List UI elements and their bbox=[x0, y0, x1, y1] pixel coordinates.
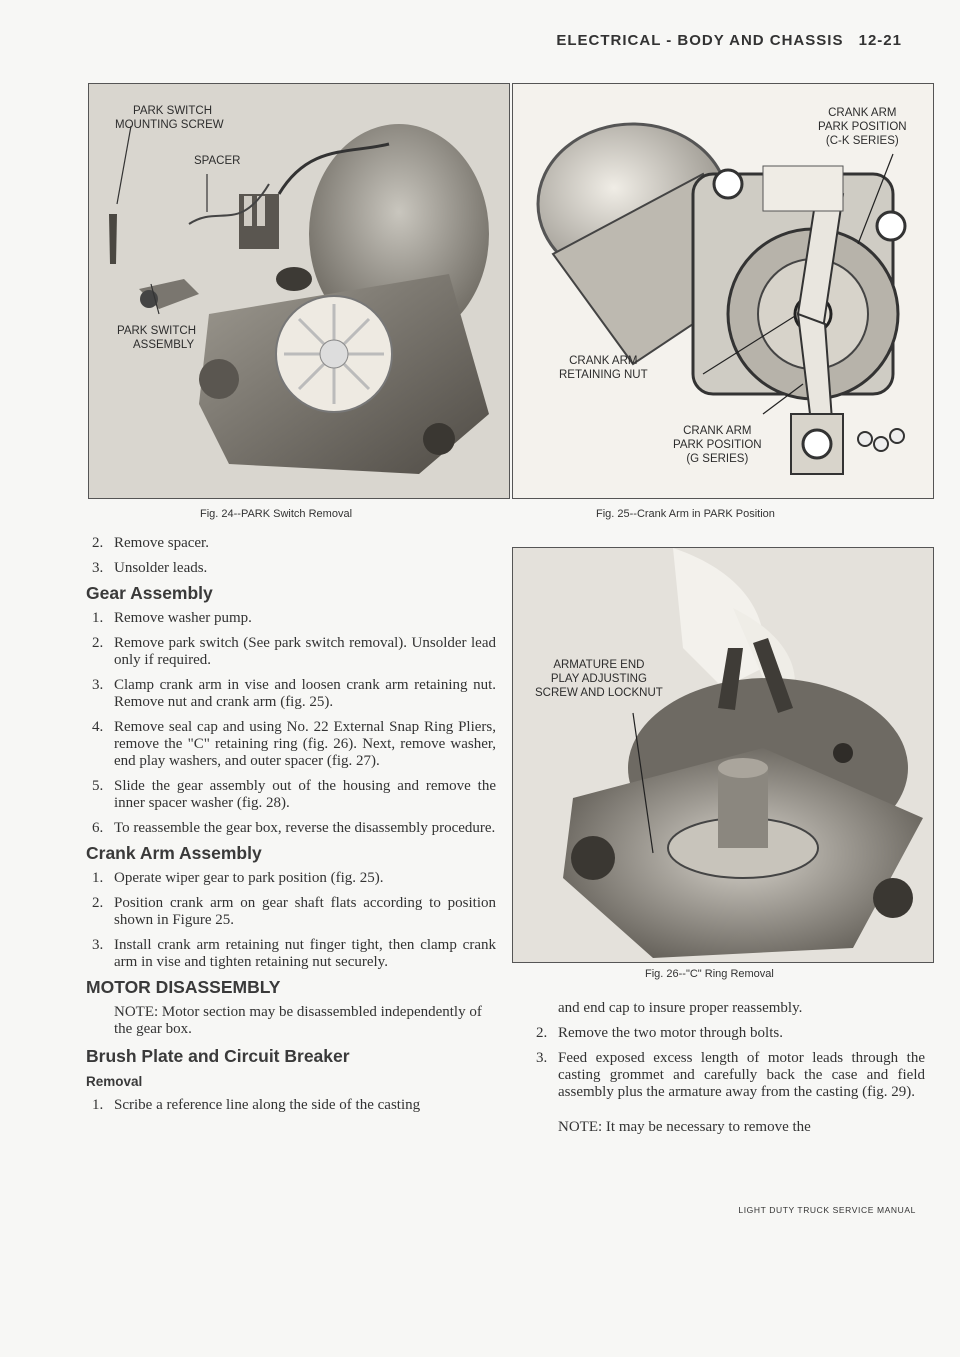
step-number: 1. bbox=[92, 1097, 104, 1113]
heading-crank-arm-assembly: Crank Arm Assembly bbox=[86, 843, 262, 863]
step-number: 3. bbox=[92, 677, 104, 693]
step-text: Feed exposed excess length of motor leads through the casting grommet and carefully back the case and field assembly plus the armature away from the casting (fig. 29). bbox=[558, 1050, 925, 1100]
wiper-motor-photo bbox=[89, 84, 509, 498]
step-number: 3. bbox=[92, 560, 104, 576]
step-text: Unsolder leads. bbox=[114, 560, 208, 576]
step-unsolder-leads bbox=[86, 560, 496, 577]
label-line: CRANK ARM bbox=[683, 425, 752, 437]
step-number: 2. bbox=[92, 535, 104, 551]
label-mounting-screw bbox=[115, 104, 224, 132]
motor-step bbox=[530, 1050, 925, 1101]
crank-step bbox=[86, 895, 496, 929]
label-line: ASSEMBLY bbox=[133, 339, 195, 351]
gear-step bbox=[86, 719, 496, 770]
right-note: NOTE: It may be necessary to remove the bbox=[558, 1119, 811, 1135]
right-column bbox=[530, 1000, 925, 1146]
step-text: Scribe a reference line along the side of the casting bbox=[114, 1097, 421, 1113]
fig25-caption: Fig. 25--Crank Arm in PARK Position bbox=[596, 508, 775, 520]
gear-step bbox=[86, 677, 496, 711]
label-line: PARK SWITCH bbox=[117, 325, 197, 337]
step-text: Install crank arm retaining nut finger tight, then clamp crank arm in vise and tighten retaining nut securely. bbox=[114, 937, 496, 970]
fig26-caption: Fig. 26--"C" Ring Removal bbox=[645, 968, 774, 980]
label-line: MOUNTING SCREW bbox=[115, 119, 224, 131]
label-switch-assembly bbox=[117, 324, 196, 352]
heading-brush-plate: Brush Plate and Circuit Breaker bbox=[86, 1046, 350, 1066]
step-number: 2. bbox=[536, 1025, 548, 1041]
label-armature bbox=[535, 658, 663, 700]
heading-gear-assembly: Gear Assembly bbox=[86, 583, 213, 603]
motor-step bbox=[530, 1025, 925, 1042]
step-number: 6. bbox=[92, 820, 104, 836]
heading-removal: Removal bbox=[86, 1074, 143, 1089]
figure-26 bbox=[512, 547, 934, 963]
fig24-caption: Fig. 24--PARK Switch Removal bbox=[200, 508, 353, 520]
label-line: RETAINING NUT bbox=[559, 369, 648, 381]
gear-step bbox=[86, 635, 496, 669]
step-number: 5. bbox=[92, 778, 104, 794]
label-line: PARK POSITION bbox=[673, 439, 762, 451]
label-line: CRANK ARM bbox=[828, 107, 897, 119]
step-number: 1. bbox=[92, 870, 104, 886]
motor-note: NOTE: Motor section may be disassembled independently of the gear box. bbox=[114, 1004, 482, 1037]
label-line: (G SERIES) bbox=[686, 453, 749, 465]
step-text: Operate wiper gear to park position (fig. 25). bbox=[114, 870, 384, 886]
step-text: Clamp crank arm in vise and loosen crank arm retaining nut. Remove nut and crank arm (fig. 25). bbox=[114, 677, 496, 710]
footer: LIGHT DUTY TRUCK SERVICE MANUAL bbox=[738, 1205, 916, 1215]
step-text: Remove spacer. bbox=[114, 535, 209, 551]
label-line: (C-K SERIES) bbox=[825, 135, 899, 147]
label-line: PLAY ADJUSTING bbox=[550, 673, 647, 685]
step-text: To reassemble the gear box, reverse the disassembly procedure. bbox=[114, 820, 496, 836]
step-remove-spacer bbox=[86, 535, 496, 552]
c-ring-photo bbox=[513, 548, 933, 962]
step-text: Slide the gear assembly out of the housing and remove the inner spacer washer (fig. 28). bbox=[114, 778, 496, 811]
label-line: ARMATURE END bbox=[553, 659, 645, 671]
step-text: Position crank arm on gear shaft flats according to position shown in Figure 25. bbox=[114, 895, 496, 928]
step-text: Remove the two motor through bolts. bbox=[558, 1025, 783, 1041]
label-crank-ck bbox=[818, 106, 907, 148]
gear-step bbox=[86, 820, 496, 837]
figure-24 bbox=[88, 83, 510, 499]
step-number: 2. bbox=[92, 895, 104, 911]
label-line: SCREW AND LOCKNUT bbox=[535, 687, 663, 699]
page-header bbox=[556, 32, 902, 49]
step-text: Remove park switch (See park switch removal). Unsolder lead only if required. bbox=[114, 635, 496, 668]
removal-step bbox=[86, 1097, 496, 1114]
step-number: 3. bbox=[536, 1050, 548, 1066]
figure-25 bbox=[512, 83, 934, 499]
step-number: 2. bbox=[92, 635, 104, 651]
label-line: CRANK ARM bbox=[569, 355, 638, 367]
step-number: 4. bbox=[92, 719, 104, 735]
step-number: 1. bbox=[92, 610, 104, 626]
gear-step bbox=[86, 610, 496, 627]
label-line: PARK POSITION bbox=[818, 121, 907, 133]
step-text: Remove washer pump. bbox=[114, 610, 252, 626]
step-text: Remove seal cap and using No. 22 External Snap Ring Pliers, remove the "C" retaining ring (fig. 26). Next, remove washer, end play washers, and outer spacer (fig. 27). bbox=[114, 719, 496, 769]
label-retaining-nut bbox=[559, 354, 648, 382]
label-crank-g bbox=[673, 424, 762, 466]
label-line: PARK SWITCH bbox=[133, 105, 213, 117]
step-number: 3. bbox=[92, 937, 104, 953]
gear-step bbox=[86, 778, 496, 812]
crank-step bbox=[86, 870, 496, 887]
crank-step bbox=[86, 937, 496, 971]
label-spacer: SPACER bbox=[194, 155, 241, 167]
left-column bbox=[86, 535, 496, 1122]
heading-motor-disassembly: MOTOR DISASSEMBLY bbox=[86, 977, 281, 997]
page-number: 12-21 bbox=[858, 32, 902, 49]
section-title: ELECTRICAL - BODY AND CHASSIS bbox=[556, 32, 844, 49]
continuation-text: and end cap to insure proper reassembly. bbox=[558, 1000, 803, 1016]
